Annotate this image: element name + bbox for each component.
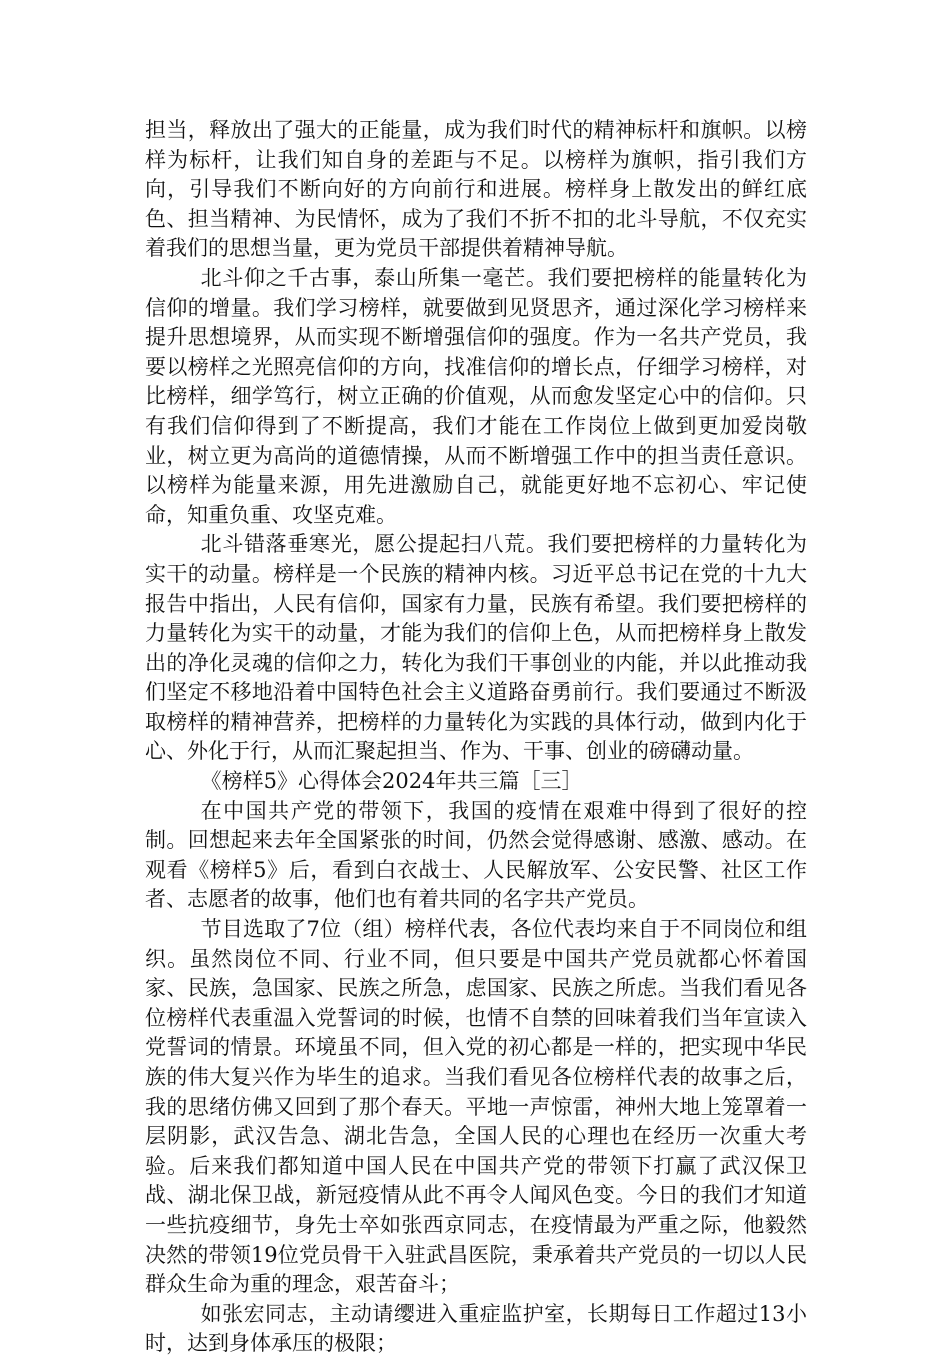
- paragraph-5: 节目选取了7位（组）榜样代表，各位代表均来自于不同岗位和组织。虽然岗位不同、行业不同，但只要是中国共产党员就都心怀着国家、民族，急国家、民族之所急，虑国家、民族之所虑。当我们看见各位榜样代表重温入党誓词的时候，也情不自禁的回味着我们当年宣读入党誓词的情景。环境虽不同，但入党的初心都是一样的，把实现中华民族的伟大复兴作为毕生的追求。当我们看见各位榜样代表的故事之后，我的思绪仿佛又回到了那个春天。平地一声惊雷，神州大地上笼罩着一层阴影，武汉告急、湖北告急，全国人民的心理也在经历一次重大考验。后来我们都知道中国人民在中国共产党的带领下打赢了武汉保卫战、湖北保卫战，新冠疫情从此不再令人闻风色变。今日的我们才知道一些抗疫细节，身先士卒如张西京同志，在疫情最为严重之际，他毅然决然的带领19位党员骨干入驻武昌医院，秉承着共产党员的一切以人民群众生命为重的理念，艰苦奋斗；: [145, 917, 807, 1297]
- document-body: [145, 116, 807, 1359]
- paragraph-6: 如张宏同志，主动请缨进入重症监护室，长期每日工作超过13小时，达到身体承压的极限；: [145, 1301, 807, 1356]
- paragraph-4: 在中国共产党的带领下，我国的疫情在艰难中得到了很好的控制。回想起来去年全国紧张的时间，仍然会觉得感谢、感激、感动。在观看《榜样5》后，看到白衣战士、人民解放军、公安民警、社区工作者、志愿者的故事，他们也有着共同的名字共产党员。: [145, 798, 807, 912]
- paragraph-3: 北斗错落垂寒光，愿公提起扫八荒。我们要把榜样的力量转化为实干的动量。榜样是一个民族的精神内核。习近平总书记在党的十九大报告中指出，人民有信仰，国家有力量，民族有希望。我们要把榜样的力量转化为实干的动量，才能为我们的信仰上色，从而把榜样身上散发出的净化灵魂的信仰之力，转化为我们干事创业的内能，并以此推动我们坚定不移地沿着中国特色社会主义道路奋勇前行。我们要通过不断汲取榜样的精神营养，把榜样的力量转化为实践的具体行动，做到内化于心、外化于行，从而汇聚起担当、作为、干事、创业的磅礴动量。: [145, 532, 807, 764]
- section-heading: 《榜样5》心得体会2024年共三篇［三］: [200, 769, 583, 794]
- paragraph-2: 北斗仰之千古事，泰山所集一毫芒。我们要把榜样的能量转化为信仰的增量。我们学习榜样，就要做到见贤思齐，通过深化学习榜样来提升思想境界，从而实现不断增强信仰的强度。作为一名共产党员，我要以榜样之光照亮信仰的方向，找准信仰的增长点，仔细学习榜样，对比榜样，细学笃行，树立正确的价值观，从而愈发坚定心中的信仰。只有我们信仰得到了不断提高，我们才能在工作岗位上做到更加爱岗敬业，树立更为高尚的道德情操，从而不断增强工作中的担当责任意识。以榜样为能量来源，用先进激励自己，就能更好地不忘初心、牢记使命，知重负重、攻坚克难。: [145, 265, 807, 527]
- paragraph-1: 担当，释放出了强大的正能量，成为我们时代的精神标杆和旗帜。以榜样为标杆，让我们知自身的差距与不足。以榜样为旗帜，指引我们方向，引导我们不断向好的方向前行和进展。榜样身上散发出的鲜红底色、担当精神、为民情怀，成为了我们不折不扣的北斗导航，不仅充实着我们的思想当量，更为党员干部提供着精神导航。: [145, 118, 807, 261]
